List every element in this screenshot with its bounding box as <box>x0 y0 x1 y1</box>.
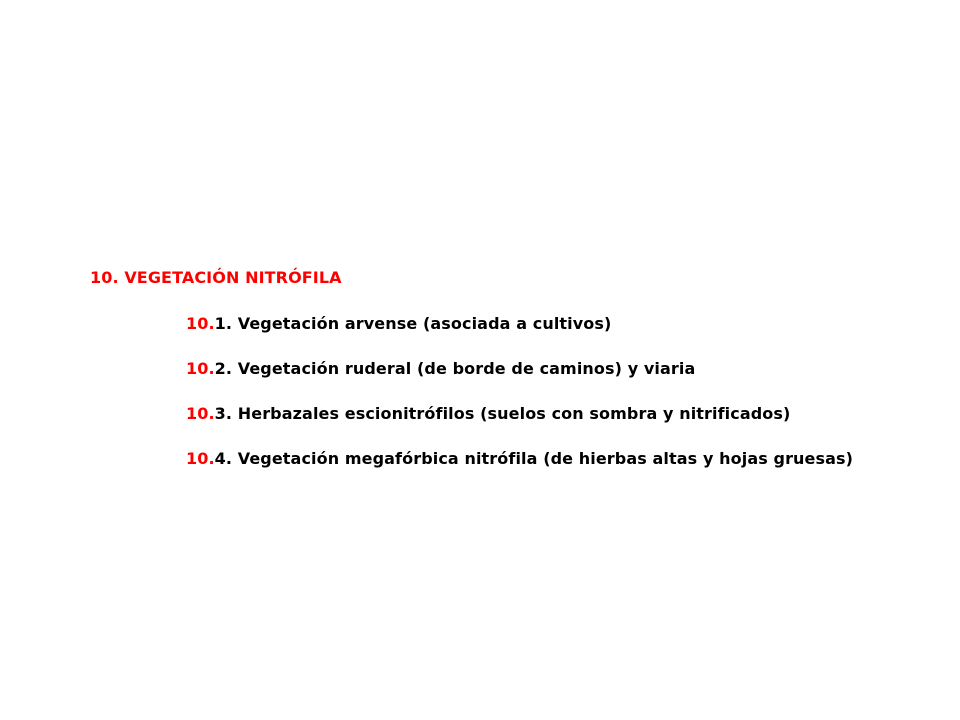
list-item <box>186 403 853 448</box>
item-subnumber: 2. <box>214 359 233 378</box>
item-number: 10. <box>186 359 215 378</box>
item-subnumber: 4. <box>214 449 233 468</box>
item-text: Vegetación megafórbica nitrófila (de hierbas altas y hojas gruesas) <box>232 449 854 468</box>
item-number: 10. <box>186 314 215 333</box>
item-text: Herbazales escionitrófilos (suelos con sombra y nitrificados) <box>232 404 791 423</box>
list-item <box>186 358 853 403</box>
item-number: 10. <box>186 449 215 468</box>
section-heading: 10. VEGETACIÓN NITRÓFILA <box>90 268 342 287</box>
item-subnumber: 1. <box>214 314 233 333</box>
item-number: 10. <box>186 404 215 423</box>
item-text: Vegetación ruderal (de borde de caminos) y viaria <box>232 359 696 378</box>
list-item <box>186 448 853 493</box>
list-item <box>186 313 853 358</box>
item-text: Vegetación arvense (asociada a cultivos) <box>232 314 612 333</box>
subsection-list <box>186 313 853 493</box>
item-subnumber: 3. <box>214 404 233 423</box>
